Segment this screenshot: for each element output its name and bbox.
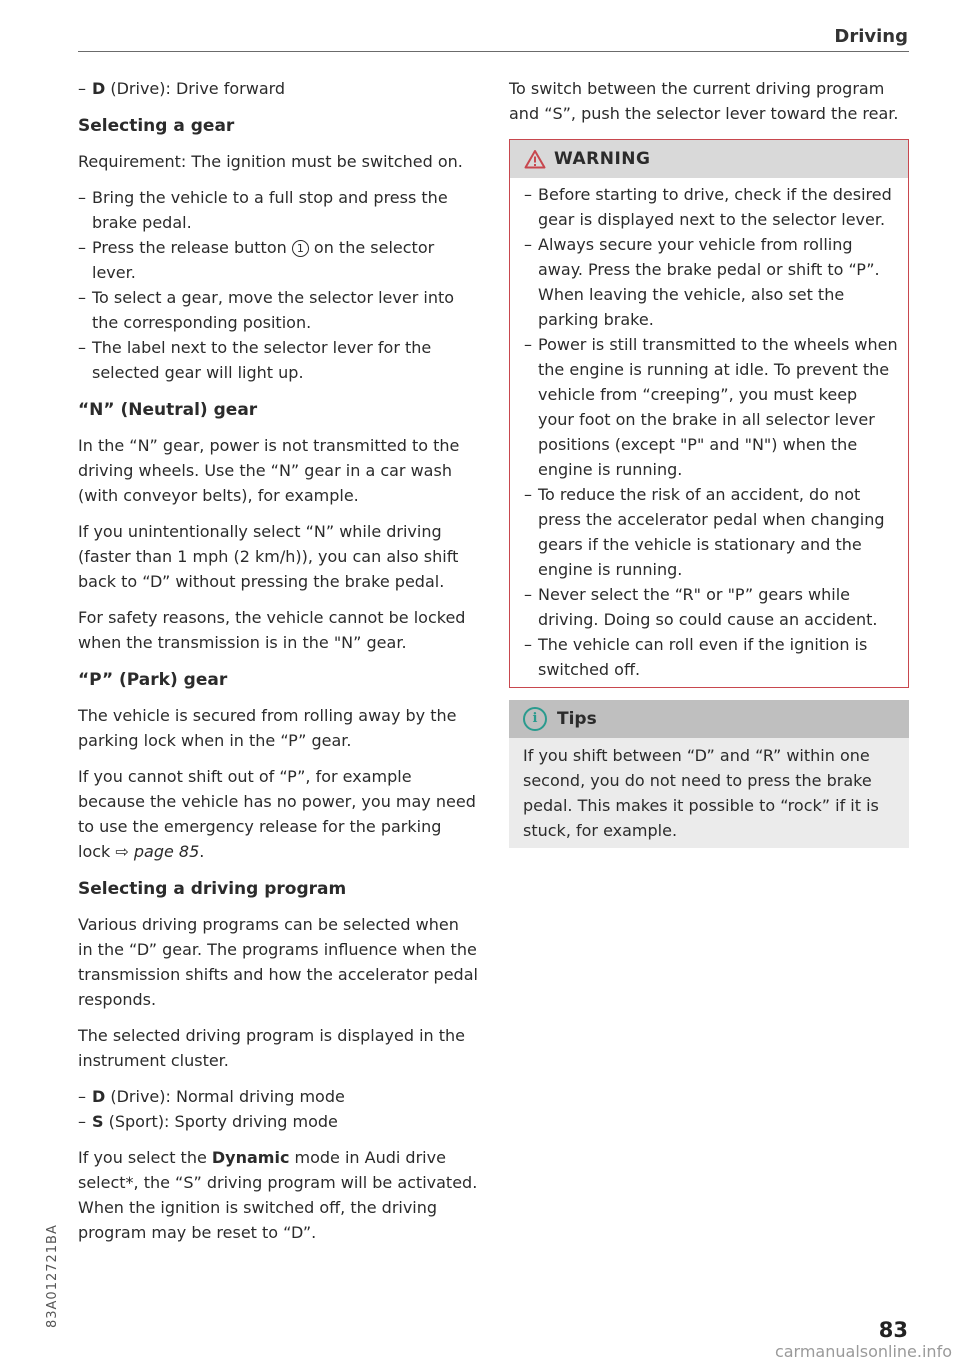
tips-title: Tips [557, 708, 597, 729]
watermark: carmanualsonline.info [774, 1342, 952, 1361]
tips-body [509, 738, 909, 848]
list-item: – Never select the “R" or "P” gears while driving. Doing so could cause an accident. [524, 582, 898, 632]
paragraph: If you cannot shift out of “P”, for example because the vehicle has no power, you may need to use the emergency release for the parking lock ⇨ page 85. [78, 767, 476, 861]
driving-modes-list [78, 1084, 478, 1134]
paragraph: For safety reasons, the vehicle cannot be locked when the transmission is in the "N” gear. [78, 608, 466, 652]
paragraph: Various driving programs can be selected when in the “D” gear. The programs influence when the transmission shifts and how the accelerator pedal responds. [78, 915, 478, 1009]
list-item: – D (Drive): Normal driving mode [78, 1084, 478, 1109]
list-item: – The label next to the selector lever for the selected gear will light up. [78, 335, 478, 385]
paragraph: The vehicle is secured from rolling away by the parking lock when in the “P” gear. [78, 706, 457, 750]
release-button-callout: 1 [292, 240, 309, 257]
list-item: – Before starting to drive, check if the desired gear is displayed next to the selector lever. [524, 182, 898, 232]
list-item: – Power is still transmitted to the wheels when the engine is running at idle. To prevent the vehicle from “creeping”, you must keep your foot on the brake in all selector lever positions (except "P" and "N") when the engine is running. [524, 332, 898, 482]
list-item: – To select a gear, move the selector lever into the corresponding position. [78, 285, 478, 335]
tips-text: If you shift between “D” and “R” within one second, you do not need to press the brake pedal. This makes it possible to “rock” if it is stuck, for example. [523, 746, 879, 840]
page-reference-link[interactable]: ⇨ page 85 [115, 842, 200, 861]
heading-selecting-gear: Selecting a gear [78, 116, 235, 136]
header-rule [78, 51, 909, 52]
drive-forward-list [78, 76, 478, 101]
right-column [509, 76, 909, 848]
heading-neutral: “N” (Neutral) gear [78, 400, 258, 420]
list-item: – S (Sport): Sporty driving mode [78, 1109, 478, 1134]
info-icon: i [523, 707, 547, 731]
heading-park: “P” (Park) gear [78, 670, 228, 690]
paragraph: In the “N” gear, power is not transmitted to the driving wheels. Use the “N” gear in a car wash (with conveyor belts), for example. [78, 436, 460, 505]
tips-box [509, 700, 909, 848]
warning-body [510, 178, 908, 687]
requirement-text: Requirement: The ignition must be switched on. [78, 152, 463, 171]
intro-paragraph: To switch between the current driving program and “S”, push the selector lever toward the rear. [509, 79, 899, 123]
list-item: – Always secure your vehicle from rolling away. Press the brake pedal or shift to “P”. When leaving the vehicle, also set the parking brake. [524, 232, 898, 332]
list-item: – Bring the vehicle to a full stop and press the brake pedal. [78, 185, 478, 235]
section-title: Driving [834, 26, 908, 47]
list-item: – D (Drive): Drive forward [78, 76, 478, 101]
left-column [78, 76, 478, 1256]
list-item: – The vehicle can roll even if the ignition is switched off. [524, 632, 898, 682]
list-item: – Press the release button 1 on the selector lever. [78, 235, 478, 285]
warning-header [510, 140, 908, 178]
list-item: – To reduce the risk of an accident, do not press the accelerator pedal when changing gears if the vehicle is stationary and the engine is running. [524, 482, 898, 582]
document-code: 83A012721BA [45, 1224, 60, 1328]
warning-title: WARNING [554, 148, 651, 169]
warning-box [509, 139, 909, 688]
tips-header [509, 700, 909, 738]
heading-driving-program: Selecting a driving program [78, 879, 347, 899]
paragraph: The selected driving program is displayed in the instrument cluster. [78, 1026, 466, 1070]
paragraph: If you select the Dynamic mode in Audi drive select*, the “S” driving program will be activated. When the ignition is switched off, the driving program may be reset to “D”. [78, 1148, 478, 1242]
page-number: 83 [878, 1318, 908, 1342]
warning-list [524, 182, 898, 682]
paragraph: If you unintentionally select “N” while driving (faster than 1 mph (2 km/h)), you can also shift back to “D” without pressing the brake pedal. [78, 522, 459, 591]
warning-triangle-icon [524, 149, 546, 169]
gear-steps-list [78, 185, 478, 385]
